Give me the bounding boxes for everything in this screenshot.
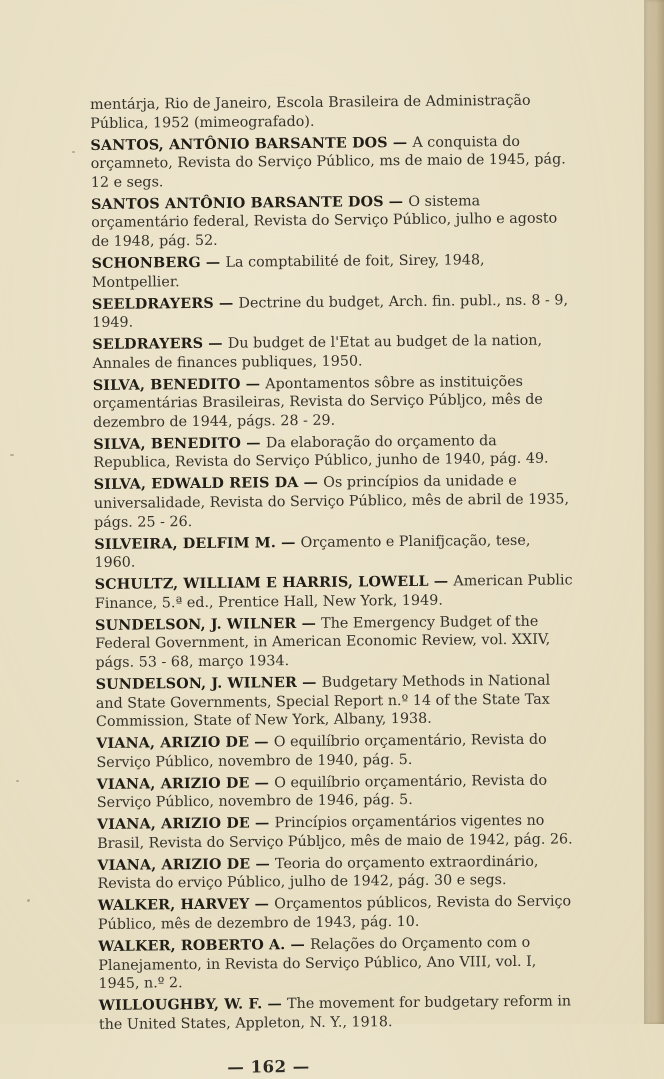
bibliography-entry [92,291,572,333]
bibliography-entry [97,812,577,854]
bibliography-entry [93,431,573,473]
entry-details: Relações do Orçamento com o Planejamento, in Revista do Serviço Público, Ano VIII, vol. I, 1945, n.º 2. [98,935,536,992]
entry-details: Orçamento e Planifjcação, tese, 1960. [94,532,530,571]
entry-author: SUNDELSON, J. WILNER — [96,675,322,693]
page-edge-shadow [644,0,664,1024]
bibliography-entry [94,531,574,573]
bibliography-entry [96,730,576,772]
entry-details: American Public Finance, 5.ª ed., Prentice Hall, New York, 1949. [95,573,573,612]
scan-speck [16,780,19,782]
scan-speck [72,151,75,153]
entry-author: SILVA, BENEDITO — [93,435,266,453]
entry-details: La comptabilité de foit, Sirey, 1948, Montpellier. [92,252,485,290]
bibliography-entry [90,132,571,192]
entry-author: VIANA, ARIZIO DE — [97,815,275,833]
entry-author: SILVA, EDWALD REIS DA — [94,475,324,493]
scan-speck [27,899,30,902]
bibliography-entry [95,572,575,614]
bibliography-list [90,91,579,1034]
entry-details: O equilíbrio orçamentário, Revista do Serviço Público, novembro de 1940, pág. 5. [96,732,546,771]
bibliography-entry [91,191,572,251]
entry-author: SEELDRAYERS — [92,295,239,312]
bibliography-entry [94,472,575,532]
entry-author: SILVEIRA, DELFIM M. — [94,535,300,553]
entry-details: The movement for budgetary reform in the United States, Appleton, N. Y., 1918. [99,994,571,1033]
entry-author: VIANA, ARIZIO DE — [96,734,274,752]
entry-details: A conquista do orçamneto, Revista do Serviço Público, ms de maio de 1945, pág. 12 e segs. [91,133,566,190]
entry-details: Teoria do orçamento extraordinário, Revista do erviço Público, julho de 1942, pág. 30 e segs. [97,854,538,893]
entry-details: Budgetary Methods in National and State Governments, Special Report n.º 14 of the State Tax Commission, State of New York, Albany, 1938. [96,673,551,731]
entry-author: WALKER, HARVEY — [98,897,275,915]
entry-author: WILLOUGHBY, W. F. — [99,996,288,1014]
entry-details: Orçamentos públicos, Revista do Serviço Público, mês de dezembro de 1943, pág. 10. [98,894,571,933]
bibliography-entry [98,933,579,993]
scan-speck [10,454,14,456]
entry-details: Princípios orçamentários vigentes no Brasil, Revista do Serviço Públjco, mês de maio de 1942, pág. 26. [97,813,573,852]
bibliography-entry [98,893,578,935]
bibliography-entry [93,372,574,432]
entry-author: SCHONBERG — [92,255,226,272]
page-content [90,91,579,1078]
bibliography-entry [96,671,577,731]
entry-author: SILVA, BENEDITO — [93,376,266,394]
entry-author: SUNDELSON, J. WILNER — [95,616,321,634]
bibliography-entry [97,771,577,813]
entry-details: O equilíbrio orçamentário, Revista do Serviço Público, novembro de 1946, pág. 5. [97,772,547,811]
entry-author: VIANA, ARIZIO DE — [97,856,275,874]
bibliography-entry [90,91,570,133]
entry-author: WALKER, ROBERTO A. — [98,937,310,955]
entry-details: The Emergency Budget of the Federal Government, in American Economic Review, vol. XXIV, págs. 53 - 68, março 1934. [95,613,550,670]
bibliography-entry [97,852,577,894]
entry-author: SELDRAYERS — [92,336,228,353]
entry-author: SCHULTZ, WILLIAM E HARRIS, LOWELL — [95,574,454,593]
entry-author: SANTOS ANTÔNIO BARSANTE DOS — [91,194,408,213]
entry-author: SANTOS, ANTÔNIO BARSANTE DOS — [90,134,412,153]
bibliography-entry [92,331,572,373]
entry-details: mentárja, Rio de Janeiro, Escola Brasileira de Administração Pública, 1952 (mimeografado). [90,93,531,132]
entry-details: Da elaboração do orçamento da Republica, Revista do Serviço Público, junho de 1940, pág. 49. [93,433,548,471]
bibliography-entry [99,992,579,1034]
entry-details: Os princípios da unidade e universalidade, Revista do Serviço Público, mês de abril de 1935, págs. 25 - 26. [94,473,569,530]
bibliography-entry [92,250,572,292]
entry-author: VIANA, ARIZIO DE — [97,775,275,793]
bibliography-entry [95,612,576,672]
entry-details: O sistema orçamentário federal, Revista do Serviço Público, julho e agosto de 1948, pág. 52. [91,193,557,250]
entry-details: Dectrine du budget, Arch. fin. publ., ns. 8 - 9, 1949. [92,292,568,331]
entry-details: Apontamentos sôbre as instituições orçamentárias Brasileiras, Revista do Serviço Públjco, mês de dezembro de 1944, págs. 28 - 29. [93,374,543,431]
entry-details: Du budget de l'Etat au budget de la nation, Annales de finances publiques, 1950. [92,333,542,372]
page-number: — 162 — [99,1056,579,1079]
